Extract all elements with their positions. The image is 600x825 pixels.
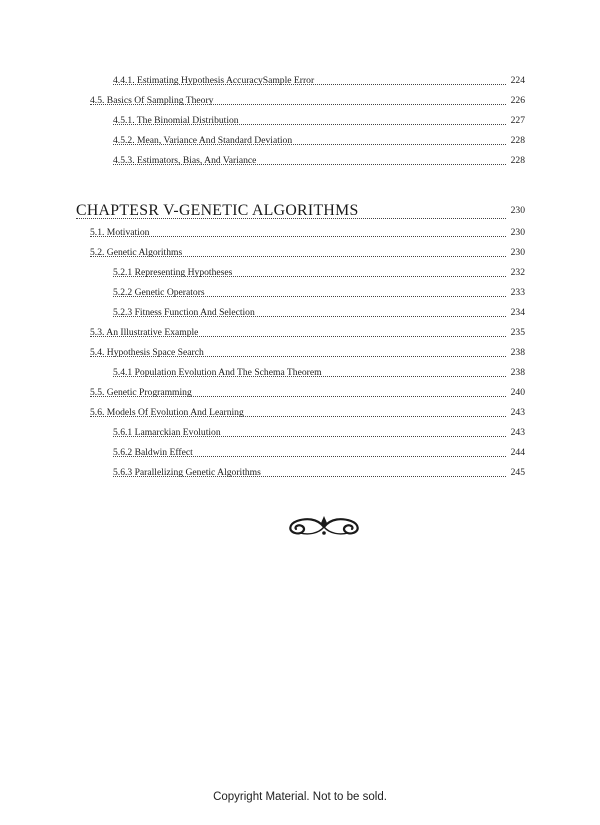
- toc-entry-title: 4.4.1. Estimating Hypothesis AccuracySample Error: [113, 75, 315, 86]
- toc-entry-title: 5.2.1 Representing Hypotheses: [113, 267, 233, 278]
- dot-leader: [113, 476, 506, 477]
- toc-entry-title: 5.2.2 Genetic Operators: [113, 287, 205, 298]
- toc-entry: [0, 94, 600, 108]
- toc-entry-page: 233: [510, 287, 525, 298]
- toc-entry-title: 5.6.1 Lamarckian Evolution: [113, 427, 221, 438]
- toc-entry: [0, 74, 600, 88]
- dot-leader: [113, 436, 506, 437]
- toc-entry-page: 238: [510, 347, 525, 358]
- toc-entry-title: 5.1. Motivation: [90, 227, 150, 238]
- toc-entry-title: 4.5. Basics Of Sampling Theory: [90, 95, 214, 106]
- toc-entry: [0, 266, 600, 280]
- dot-leader: [90, 336, 506, 337]
- toc-entry-title: 5.6. Models Of Evolution And Learning: [90, 407, 244, 418]
- toc-entry-page: 245: [510, 467, 525, 478]
- toc-entry: [0, 306, 600, 320]
- toc-entry: [0, 366, 600, 380]
- dot-leader: [76, 218, 506, 219]
- dot-leader: [90, 356, 506, 357]
- toc-entry-title: 5.4.1 Population Evolution And The Schema Theorem: [113, 367, 322, 378]
- toc-entry-title: 5.4. Hypothesis Space Search: [90, 347, 204, 358]
- toc-entry: [0, 346, 600, 360]
- dot-leader: [90, 416, 506, 417]
- toc-entry-page: 234: [510, 307, 525, 318]
- toc-entry: [0, 326, 600, 340]
- toc-entry-title: 4.5.3. Estimators, Bias, And Variance: [113, 155, 257, 166]
- toc-entry-page: 240: [510, 387, 525, 398]
- chapter-title: CHAPTESR V-GENETIC ALGORITHMS: [76, 200, 361, 222]
- dot-leader: [113, 296, 506, 297]
- dot-leader: [113, 164, 506, 165]
- toc-entry-title: 5.2. Genetic Algorithms: [90, 247, 183, 258]
- toc-entry: [0, 426, 600, 440]
- toc-entry: [0, 466, 600, 480]
- dot-leader: [90, 396, 506, 397]
- toc-entry: [0, 134, 600, 148]
- toc-entry-title: 4.5.2. Mean, Variance And Standard Deviation: [113, 135, 293, 146]
- toc-entry-page: 244: [510, 447, 525, 458]
- dot-leader: [113, 316, 506, 317]
- toc-entry: [0, 446, 600, 460]
- toc-entry-page: 226: [510, 95, 525, 106]
- toc-entry: [0, 406, 600, 420]
- toc-entry-page: 243: [510, 427, 525, 438]
- dot-leader: [113, 456, 506, 457]
- toc-entry: [0, 154, 600, 168]
- toc-entry: [0, 226, 600, 240]
- toc-entry-page: 230: [510, 205, 525, 216]
- toc-entry: [0, 386, 600, 400]
- dot-leader: [113, 376, 506, 377]
- toc-chapter-heading: [0, 200, 600, 222]
- toc-entry-title: 5.3. An Illustrative Example: [90, 327, 199, 338]
- toc-entry-title: 5.6.3 Parallelizing Genetic Algorithms: [113, 467, 261, 478]
- toc-entry-page: 228: [510, 135, 525, 146]
- toc-entry-page: 230: [510, 247, 525, 258]
- dot-leader: [113, 144, 506, 145]
- toc-entry-title: 5.6.2 Baldwin Effect: [113, 447, 193, 458]
- toc-entry-title: 4.5.1. The Binomial Distribution: [113, 115, 239, 126]
- dot-leader: [113, 84, 506, 85]
- dot-leader: [113, 276, 506, 277]
- toc-entry: [0, 114, 600, 128]
- toc-entry-page: 228: [510, 155, 525, 166]
- toc-entry-title: 5.2.3 Fitness Function And Selection: [113, 307, 255, 318]
- toc-entry-page: 235: [510, 327, 525, 338]
- scroll-flourish-icon: [284, 512, 364, 542]
- toc-entry-title: 5.5. Genetic Programming: [90, 387, 192, 398]
- dot-leader: [113, 124, 506, 125]
- dot-leader: [90, 236, 506, 237]
- dot-leader: [90, 256, 506, 257]
- toc-entry-page: 224: [510, 75, 525, 86]
- copyright-footer: Copyright Material. Not to be sold.: [213, 791, 387, 803]
- toc-entry-page: 227: [510, 115, 525, 126]
- toc-entry: [0, 286, 600, 300]
- toc-entry-page: 238: [510, 367, 525, 378]
- toc-entry-page: 243: [510, 407, 525, 418]
- toc-entry-page: 232: [510, 267, 525, 278]
- dot-leader: [90, 104, 506, 105]
- toc-entry: [0, 246, 600, 260]
- toc-entry-page: 230: [510, 227, 525, 238]
